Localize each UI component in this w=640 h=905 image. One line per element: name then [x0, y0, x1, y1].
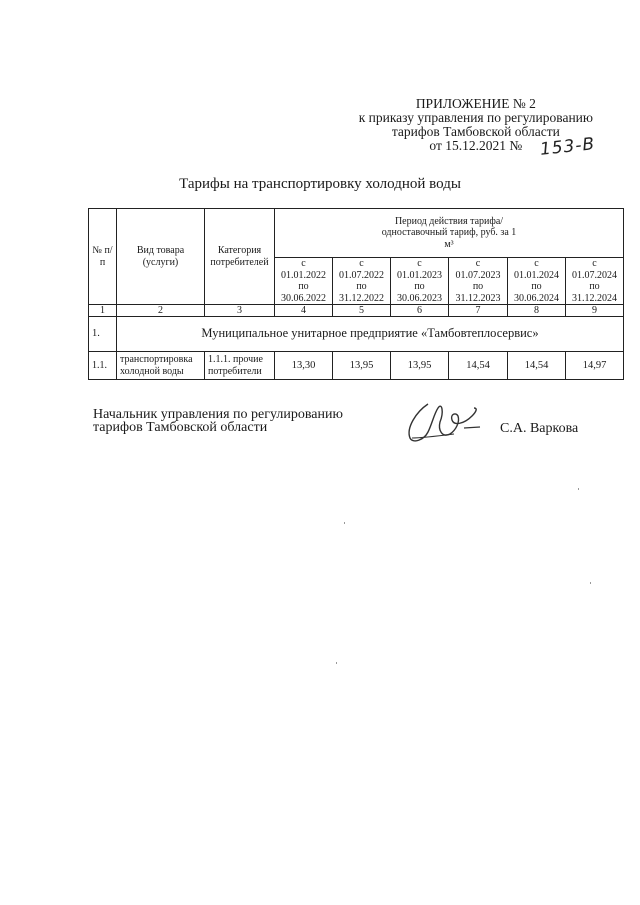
period-cell: с 01.07.2023 по 31.12.2023	[449, 258, 508, 305]
handwritten-signature	[398, 398, 488, 448]
column-index-row	[89, 305, 624, 317]
column-index: 1	[89, 305, 117, 317]
header-goods: Вид товара (услуги)	[117, 209, 205, 305]
table-row	[89, 352, 624, 380]
scan-speck	[578, 488, 579, 490]
service-goods: транспортировка холодной воды	[117, 352, 205, 380]
tariff-value: 14,54	[449, 352, 508, 380]
scan-speck	[336, 662, 337, 664]
period-cell: с 01.01.2022 по 30.06.2022	[275, 258, 333, 305]
column-index: 3	[205, 305, 275, 317]
signatory-position-line1: Начальник управления по регулированию	[93, 407, 343, 422]
appendix-title: ПРИЛОЖЕНИЕ № 2	[415, 96, 536, 111]
column-index: 9	[566, 305, 624, 317]
period-cell: с 01.07.2024 по 31.12.2024	[566, 258, 624, 305]
column-index: 5	[333, 305, 391, 317]
tariff-value: 13,95	[391, 352, 449, 380]
period-cell: с 01.07.2022 по 31.12.2022	[333, 258, 391, 305]
signatory-position	[93, 408, 343, 434]
org-row	[89, 317, 624, 352]
column-index: 2	[117, 305, 205, 317]
tariff-value: 14,54	[508, 352, 566, 380]
signatory-name: С.А. Варкова	[500, 421, 579, 436]
period-cell: с 01.01.2023 по 30.06.2023	[391, 258, 449, 305]
scan-speck	[344, 522, 345, 524]
column-index: 4	[275, 305, 333, 317]
header-period-text: Период действия тарифа/одноставочный тариф, руб. за 1 м³	[381, 215, 517, 250]
header-period	[275, 209, 624, 258]
document-title: Тарифы на транспортировку холодной воды	[179, 176, 461, 192]
column-index: 6	[391, 305, 449, 317]
column-index: 8	[508, 305, 566, 317]
header-category: Категория потребителей	[205, 209, 275, 305]
signatory-position-line2: тарифов Тамбовской области	[93, 420, 268, 435]
tariff-value: 14,97	[566, 352, 624, 380]
service-category: 1.1.1. прочие потребители	[205, 352, 275, 380]
appendix-date-line: от 15.12.2021 №	[429, 138, 523, 153]
appendix-authority-line: тарифов Тамбовской области	[391, 124, 560, 139]
appendix-order-line: к приказу управления по регулированию	[358, 110, 593, 125]
tariff-value: 13,95	[333, 352, 391, 380]
tariff-table	[88, 208, 624, 380]
org-row-num: 1.	[89, 317, 117, 352]
org-name: Муниципальное унитарное предприятие «Тамбовтеплосервис»	[117, 317, 624, 352]
column-index: 7	[449, 305, 508, 317]
handwritten-order-number: 153-В	[539, 134, 597, 160]
scan-speck	[590, 582, 591, 584]
tariff-value: 13,30	[275, 352, 333, 380]
period-cell: с 01.01.2024 по 30.06.2024	[508, 258, 566, 305]
header-num: № п/п	[89, 209, 117, 305]
service-num: 1.1.	[89, 352, 117, 380]
